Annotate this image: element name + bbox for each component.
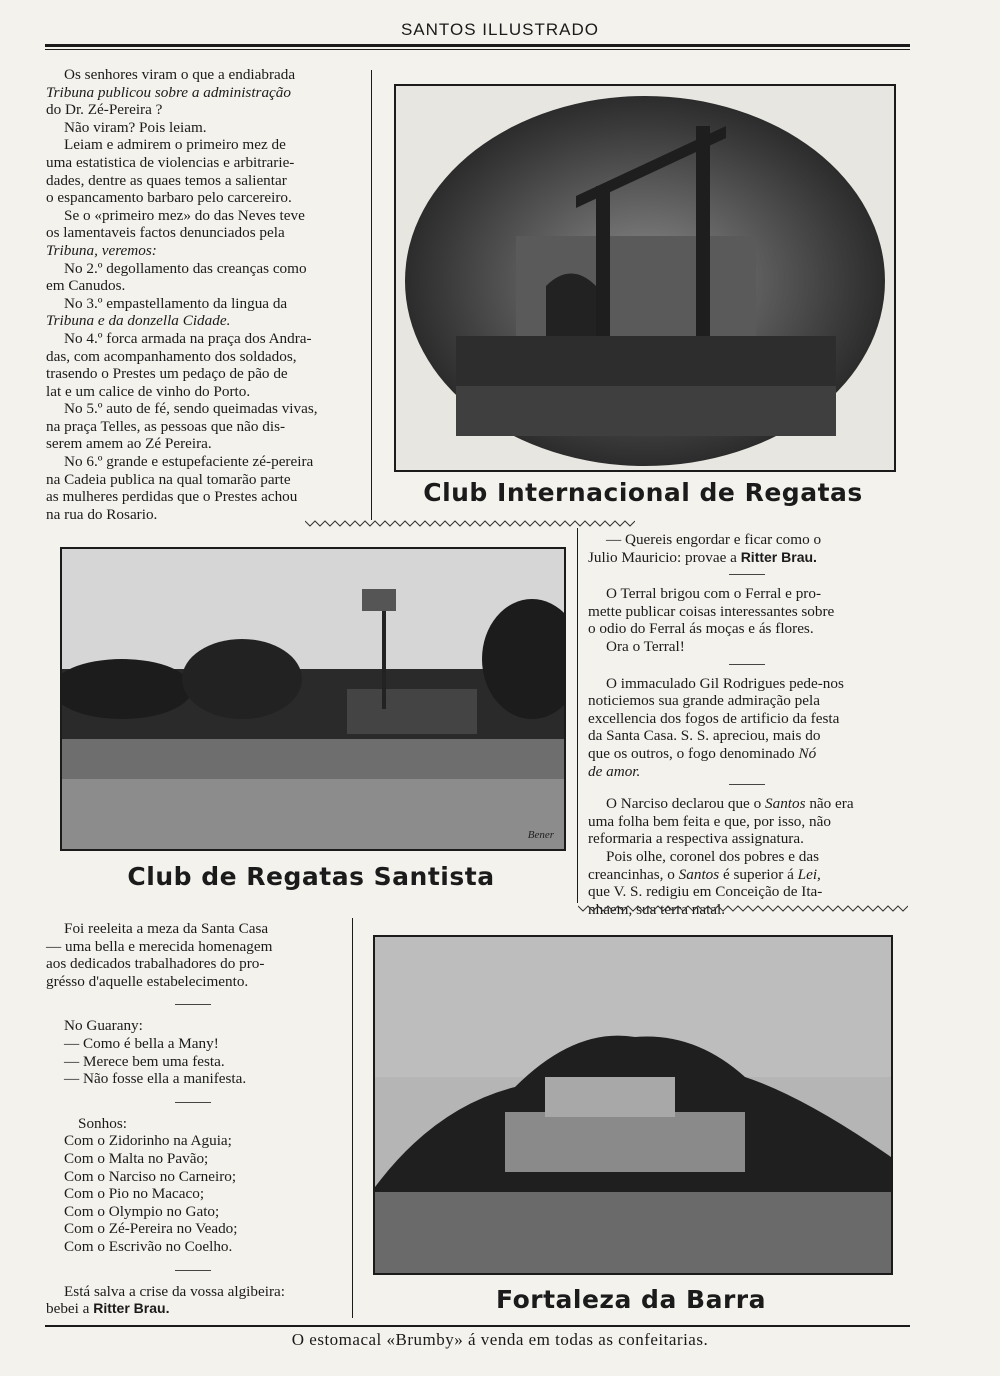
text-line: No 4.º forca armada na praça dos Andra- <box>64 329 312 347</box>
text-line: Tribuna, veremos: <box>46 241 157 259</box>
separator-rule <box>729 574 765 575</box>
caption-club-regatas-santista: Club de Regatas Santista <box>127 862 495 891</box>
separator-rule <box>729 664 765 665</box>
text-line: No 5.º auto de fé, sendo queimadas vivas, <box>64 400 318 418</box>
text-line: que os outros, o fogo denominado Nó <box>588 744 817 762</box>
text-line: Com o Pio no Macaco; <box>64 1185 205 1203</box>
photo-club-regatas-santista <box>60 547 566 851</box>
column-divider <box>577 528 578 903</box>
header-rule-thick <box>45 44 910 47</box>
text-line: O immaculado Gil Rodrigues pede-nos <box>606 674 844 692</box>
article-left-bottom <box>46 920 340 1318</box>
article-left-top <box>46 66 364 523</box>
text-line: Com o Zé-Pereira no Veado; <box>64 1220 238 1238</box>
separator-rule <box>729 784 765 785</box>
text-line: Com o Escrivão no Coelho. <box>64 1237 233 1255</box>
text-line: excellencia dos fogos de artificio da festa <box>588 709 840 727</box>
text-line: Julio Mauricio: provae a Ritter Brau. <box>588 548 817 566</box>
footer-rule <box>45 1325 910 1327</box>
text-line: — Quereis engordar e ficar como o <box>606 531 822 548</box>
separator-rule <box>175 1004 211 1005</box>
zigzag-separator <box>578 903 908 913</box>
text-line: o odio do Ferral ás moças e ás flores. <box>588 620 814 638</box>
fortress-photo-icon <box>375 937 891 1273</box>
caption-club-internacional: Club Internacional de Regatas <box>423 478 863 507</box>
text-line: lat e um calice de vinho do Porto. <box>46 382 251 400</box>
text-line: — Merece bem uma festa. <box>64 1052 225 1070</box>
text-line: grésso d'aquelle estabelecimento. <box>46 972 249 990</box>
text-line: da Santa Casa. S. S. apreciou, mais do <box>588 727 821 745</box>
footer-advert: O estomacal «Brumby» á venda em todas as confeitarias. <box>291 1330 709 1349</box>
text-line: em Canudos. <box>46 277 126 295</box>
text-line: No 2.º degollamento das creanças como <box>64 259 307 277</box>
separator-rule <box>175 1270 211 1271</box>
text-line: na praça Telles, as pessoas que não dis- <box>46 417 286 435</box>
article-right-middle <box>588 531 906 918</box>
text-line: Com o Narciso no Carneiro; <box>64 1167 237 1185</box>
text-line: — Como é bella a Many! <box>64 1034 219 1052</box>
text-line: Tribuna publicou sobre a administração <box>46 83 291 101</box>
text-line: Pois olhe, coronel dos pobres e das <box>606 847 820 865</box>
text-line: na Cadeia publica na qual tomarão parte <box>46 470 291 488</box>
page-header-title: SANTOS ILLUSTRADO <box>400 20 600 39</box>
text-line: Os senhores viram o que a endiabrada <box>64 66 296 83</box>
text-line: de amor. <box>588 762 641 780</box>
column-divider <box>352 918 353 1318</box>
text-line: Tribuna e da donzella Cidade. <box>46 312 231 330</box>
text-line: mette publicar coisas interessantes sobre <box>588 602 835 620</box>
text-line: Leiam e admirem o primeiro mez de <box>64 136 286 154</box>
text-line: as mulheres perdidas que o Prestes achou <box>46 488 298 506</box>
text-line: O Terral brigou com o Ferral e pro- <box>606 585 822 603</box>
text-line: o espancamento barbaro pelo carcereiro. <box>46 189 292 207</box>
text-line: Sonhos: <box>78 1114 127 1132</box>
text-line: No Guarany: <box>64 1017 143 1035</box>
text-line: — uma bella e merecida homenagem <box>46 937 273 955</box>
text-line: No 3.º empastellamento da lingua da <box>64 294 288 312</box>
text-line: Ora o Terral! <box>606 637 685 655</box>
text-line: Não viram? Pois leiam. <box>64 118 207 136</box>
text-line: nhaem, sua terra natal. <box>588 900 726 918</box>
text-line: O Narciso declarou que o Santos não era <box>606 795 854 813</box>
text-line: Com o Olympio no Gato; <box>64 1202 220 1220</box>
zigzag-separator <box>305 518 635 528</box>
text-line: Foi reeleita a meza da Santa Casa <box>64 920 269 937</box>
text-line: uma estatistica de violencias e arbitrarie- <box>46 153 295 171</box>
photo-fortaleza-da-barra <box>373 935 893 1275</box>
caption-fortaleza-da-barra: Fortaleza da Barra <box>496 1285 766 1314</box>
header-rule-thin <box>45 49 910 50</box>
text-line: do Dr. Zé-Pereira ? <box>46 101 163 119</box>
text-line: bebei a Ritter Brau. <box>46 1300 170 1318</box>
text-line: No 6.º grande e estupefaciente zé-pereira <box>64 453 314 471</box>
text-line: Com o Zidorinho na Aguia; <box>64 1132 232 1150</box>
text-line: — Não fosse ella a manifesta. <box>64 1070 247 1088</box>
text-line: uma folha bem feita e que, por isso, não <box>588 812 831 830</box>
text-line: Com o Malta no Pavão; <box>64 1149 209 1167</box>
boathouse-photo-icon <box>62 549 564 849</box>
text-line: reformaria a respectiva assignatura. <box>588 830 804 848</box>
text-line: das, com acompanhamento dos soldados, <box>46 347 297 365</box>
separator-rule <box>175 1102 211 1103</box>
text-line: na rua do Rosario. <box>46 505 158 523</box>
text-line: os lamentaveis factos denunciados pela <box>46 224 285 242</box>
text-line: trasendo o Prestes um pedaço de pão de <box>46 365 288 383</box>
photographer-signature: Bener <box>527 829 554 841</box>
text-line: Se o «primeiro mez» do das Neves teve <box>64 206 305 224</box>
text-line: aos dedicados trabalhadores do pro- <box>46 955 265 973</box>
photo-club-internacional <box>394 84 896 472</box>
text-line: serem amem ao Zé Pereira. <box>46 435 212 453</box>
text-line: noticiemos sua grande admiração pela <box>588 692 820 710</box>
text-line: creancinhas, o Santos é superior á Lei, <box>588 865 821 883</box>
text-line: dades, dentre as quaes temos a salientar <box>46 171 287 189</box>
text-line: que V. S. redigiu em Conceição de Ita- <box>588 883 823 901</box>
regatta-club-photo-icon <box>396 86 894 470</box>
column-divider <box>371 70 372 520</box>
text-line: Está salva a crise da vossa algibeira: <box>64 1282 285 1300</box>
